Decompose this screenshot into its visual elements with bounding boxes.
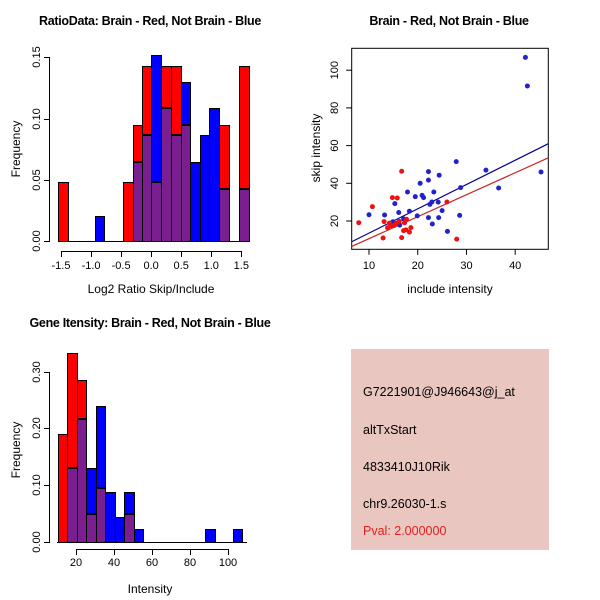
y-axis-line: [49, 372, 50, 543]
x-axis-tick: [211, 251, 212, 257]
scatter-point-not-brain: [407, 209, 412, 214]
x-tick-label: -1.5: [51, 260, 71, 272]
y-tick-label: 0.00: [31, 530, 43, 553]
scatter-point-not-brain: [437, 173, 442, 178]
y-axis-tick: [44, 485, 49, 486]
y-axis-tick: [44, 180, 49, 181]
scatter-ylabel: skip intensity: [309, 113, 323, 183]
hist-bar-segment: [219, 125, 230, 189]
scatter-point-brain: [381, 235, 386, 240]
scatter-point-not-brain: [454, 159, 459, 164]
y-tick-label: 0.10: [31, 107, 43, 130]
gene-name-text: 4833410J10Rik: [363, 460, 450, 474]
scatter-point-brain: [399, 169, 404, 174]
scatter-point-not-brain: [426, 215, 431, 220]
x-axis-tick: [76, 549, 77, 555]
scatter-title: Brain - Red, Not Brain - Blue: [369, 14, 529, 28]
scatter-point-brain: [407, 230, 412, 235]
scatter-point-not-brain: [415, 213, 420, 218]
gene-hist-title: Gene Itensity: Brain - Red, Not Brain - Blue: [29, 316, 271, 330]
hist-bar-segment: [239, 189, 250, 243]
event-type-text: altTxStart: [363, 423, 417, 437]
scatter-plot: [300, 0, 600, 300]
probe-id-text: G7221901@J946643@j_at: [363, 385, 515, 399]
x-axis-tick: [181, 251, 182, 257]
y-tick-label: 0.05: [31, 169, 43, 191]
x-tick-label: 80: [183, 557, 197, 569]
scatter-point-not-brain: [431, 189, 436, 194]
y-tick-label: 80: [329, 101, 341, 115]
y-tick-label: 40: [329, 177, 341, 190]
locus-text: chr9.26030-1.s: [363, 497, 447, 511]
y-axis-tick: [44, 372, 49, 373]
scatter-point-not-brain: [539, 169, 544, 174]
scatter-point-not-brain: [405, 189, 410, 194]
scatter-point-brain: [390, 195, 395, 200]
scatter-point-not-brain: [436, 215, 441, 220]
scatter-point-not-brain: [496, 186, 501, 191]
x-axis-tick: [61, 251, 62, 257]
scatter-point-brain: [388, 223, 393, 228]
x-axis-tick: [151, 251, 152, 257]
x-axis-tick: [190, 549, 191, 555]
scatter-point-not-brain: [427, 202, 432, 207]
scatter-point-brain: [382, 219, 387, 224]
x-axis-tick: [114, 549, 115, 555]
x-tick-label: 30: [460, 260, 473, 272]
y-tick-label: 20: [329, 214, 341, 228]
scatter-point-not-brain: [525, 84, 530, 89]
scatter-point-not-brain: [440, 208, 445, 213]
x-tick-label: 100: [218, 557, 238, 569]
x-axis-tick: [91, 251, 92, 257]
y-axis-tick: [44, 119, 49, 120]
x-tick-label: 20: [411, 260, 424, 272]
y-tick-label: 0.15: [31, 46, 43, 68]
x-tick-label: 40: [509, 260, 522, 272]
scatter-point-not-brain: [426, 169, 431, 174]
y-axis-tick: [44, 241, 49, 242]
scatter-point-not-brain: [436, 200, 441, 205]
x-tick-label: 40: [107, 557, 121, 569]
x-axis-tick: [152, 549, 153, 555]
scatter-point-not-brain: [421, 195, 426, 200]
x-tick-label: -0.5: [111, 260, 131, 272]
scatter-point-not-brain: [367, 212, 372, 217]
hist-bar-segment: [95, 216, 105, 243]
gene-hist-ylabel: Frequency: [9, 421, 23, 479]
scatter-point-not-brain: [426, 178, 431, 183]
scatter-xlabel: include intensity: [407, 282, 493, 296]
x-axis-tick: [228, 549, 229, 555]
y-axis-tick: [44, 57, 49, 58]
scatter-point-not-brain: [445, 229, 450, 234]
scatter-point-not-brain: [382, 212, 387, 217]
regression-line-not-brain: [352, 144, 549, 242]
scatter-plot-box: [352, 48, 549, 249]
y-tick-label: 0.20: [31, 417, 43, 440]
scatter-point-not-brain: [413, 194, 418, 199]
ratio-hist-title: RatioData: Brain - Red, Not Brain - Blue: [38, 14, 262, 28]
scatter-point-not-brain: [457, 213, 462, 218]
scatter-point-not-brain: [523, 55, 528, 60]
y-tick-label: 0.30: [31, 360, 43, 383]
scatter-point-brain: [444, 199, 449, 204]
y-tick-label: 0.00: [31, 230, 43, 253]
y-axis-tick: [44, 542, 49, 543]
gene-hist-xlabel: Intensity: [127, 582, 173, 596]
y-axis-line: [49, 57, 50, 242]
scatter-point-not-brain: [396, 210, 401, 215]
hist-bar-segment: [219, 189, 230, 243]
scatter-point-not-brain: [418, 181, 423, 186]
y-tick-label: 100: [329, 61, 341, 80]
x-tick-label: 60: [145, 557, 159, 569]
scatter-point-not-brain: [458, 185, 463, 190]
scatter-point-brain: [408, 225, 413, 230]
hist-bar-segment: [181, 82, 191, 125]
x-axis-tick: [241, 251, 242, 257]
hist-bar-segment: [124, 492, 135, 514]
hist-bar-segment: [134, 529, 144, 542]
scatter-point-not-brain: [392, 201, 397, 206]
scatter-point-brain: [454, 237, 459, 242]
pval-text: Pval: 2.000000: [363, 524, 447, 538]
x-tick-label: 1.5: [233, 260, 249, 272]
y-tick-label: 60: [329, 139, 341, 152]
scatter-point-brain: [399, 235, 404, 240]
hist-bar-segment: [58, 182, 69, 242]
ratio-hist-ylabel: Frequency: [9, 120, 23, 178]
x-tick-label: 1.0: [203, 260, 219, 272]
x-tick-label: -1.0: [81, 260, 101, 272]
hist-bar-segment: [239, 66, 250, 189]
hist-bar-segment: [96, 406, 106, 488]
scatter-point-brain: [397, 219, 402, 224]
x-tick-label: 10: [362, 260, 376, 272]
hist-bar-segment: [205, 529, 216, 542]
x-axis-tick: [121, 251, 122, 257]
scatter-point-brain: [395, 196, 400, 201]
y-axis-tick: [44, 428, 49, 429]
x-tick-label: 0.5: [173, 260, 189, 272]
y-tick-label: 0.10: [31, 474, 43, 496]
x-tick-label: 20: [69, 557, 83, 569]
scatter-point-not-brain: [430, 222, 435, 227]
scatter-point-brain: [404, 217, 409, 222]
scatter-point-brain: [356, 220, 361, 225]
x-tick-label: 0.0: [143, 260, 159, 272]
hist-bar-segment: [77, 380, 87, 419]
regression-line-brain: [352, 158, 549, 247]
hist-bar-segment: [233, 529, 243, 542]
scatter-point-brain: [370, 204, 375, 209]
ratio-hist-xlabel: Log2 Ratio Skip/Include: [87, 282, 215, 296]
info-panel: [351, 349, 549, 550]
scatter-point-not-brain: [483, 168, 488, 173]
